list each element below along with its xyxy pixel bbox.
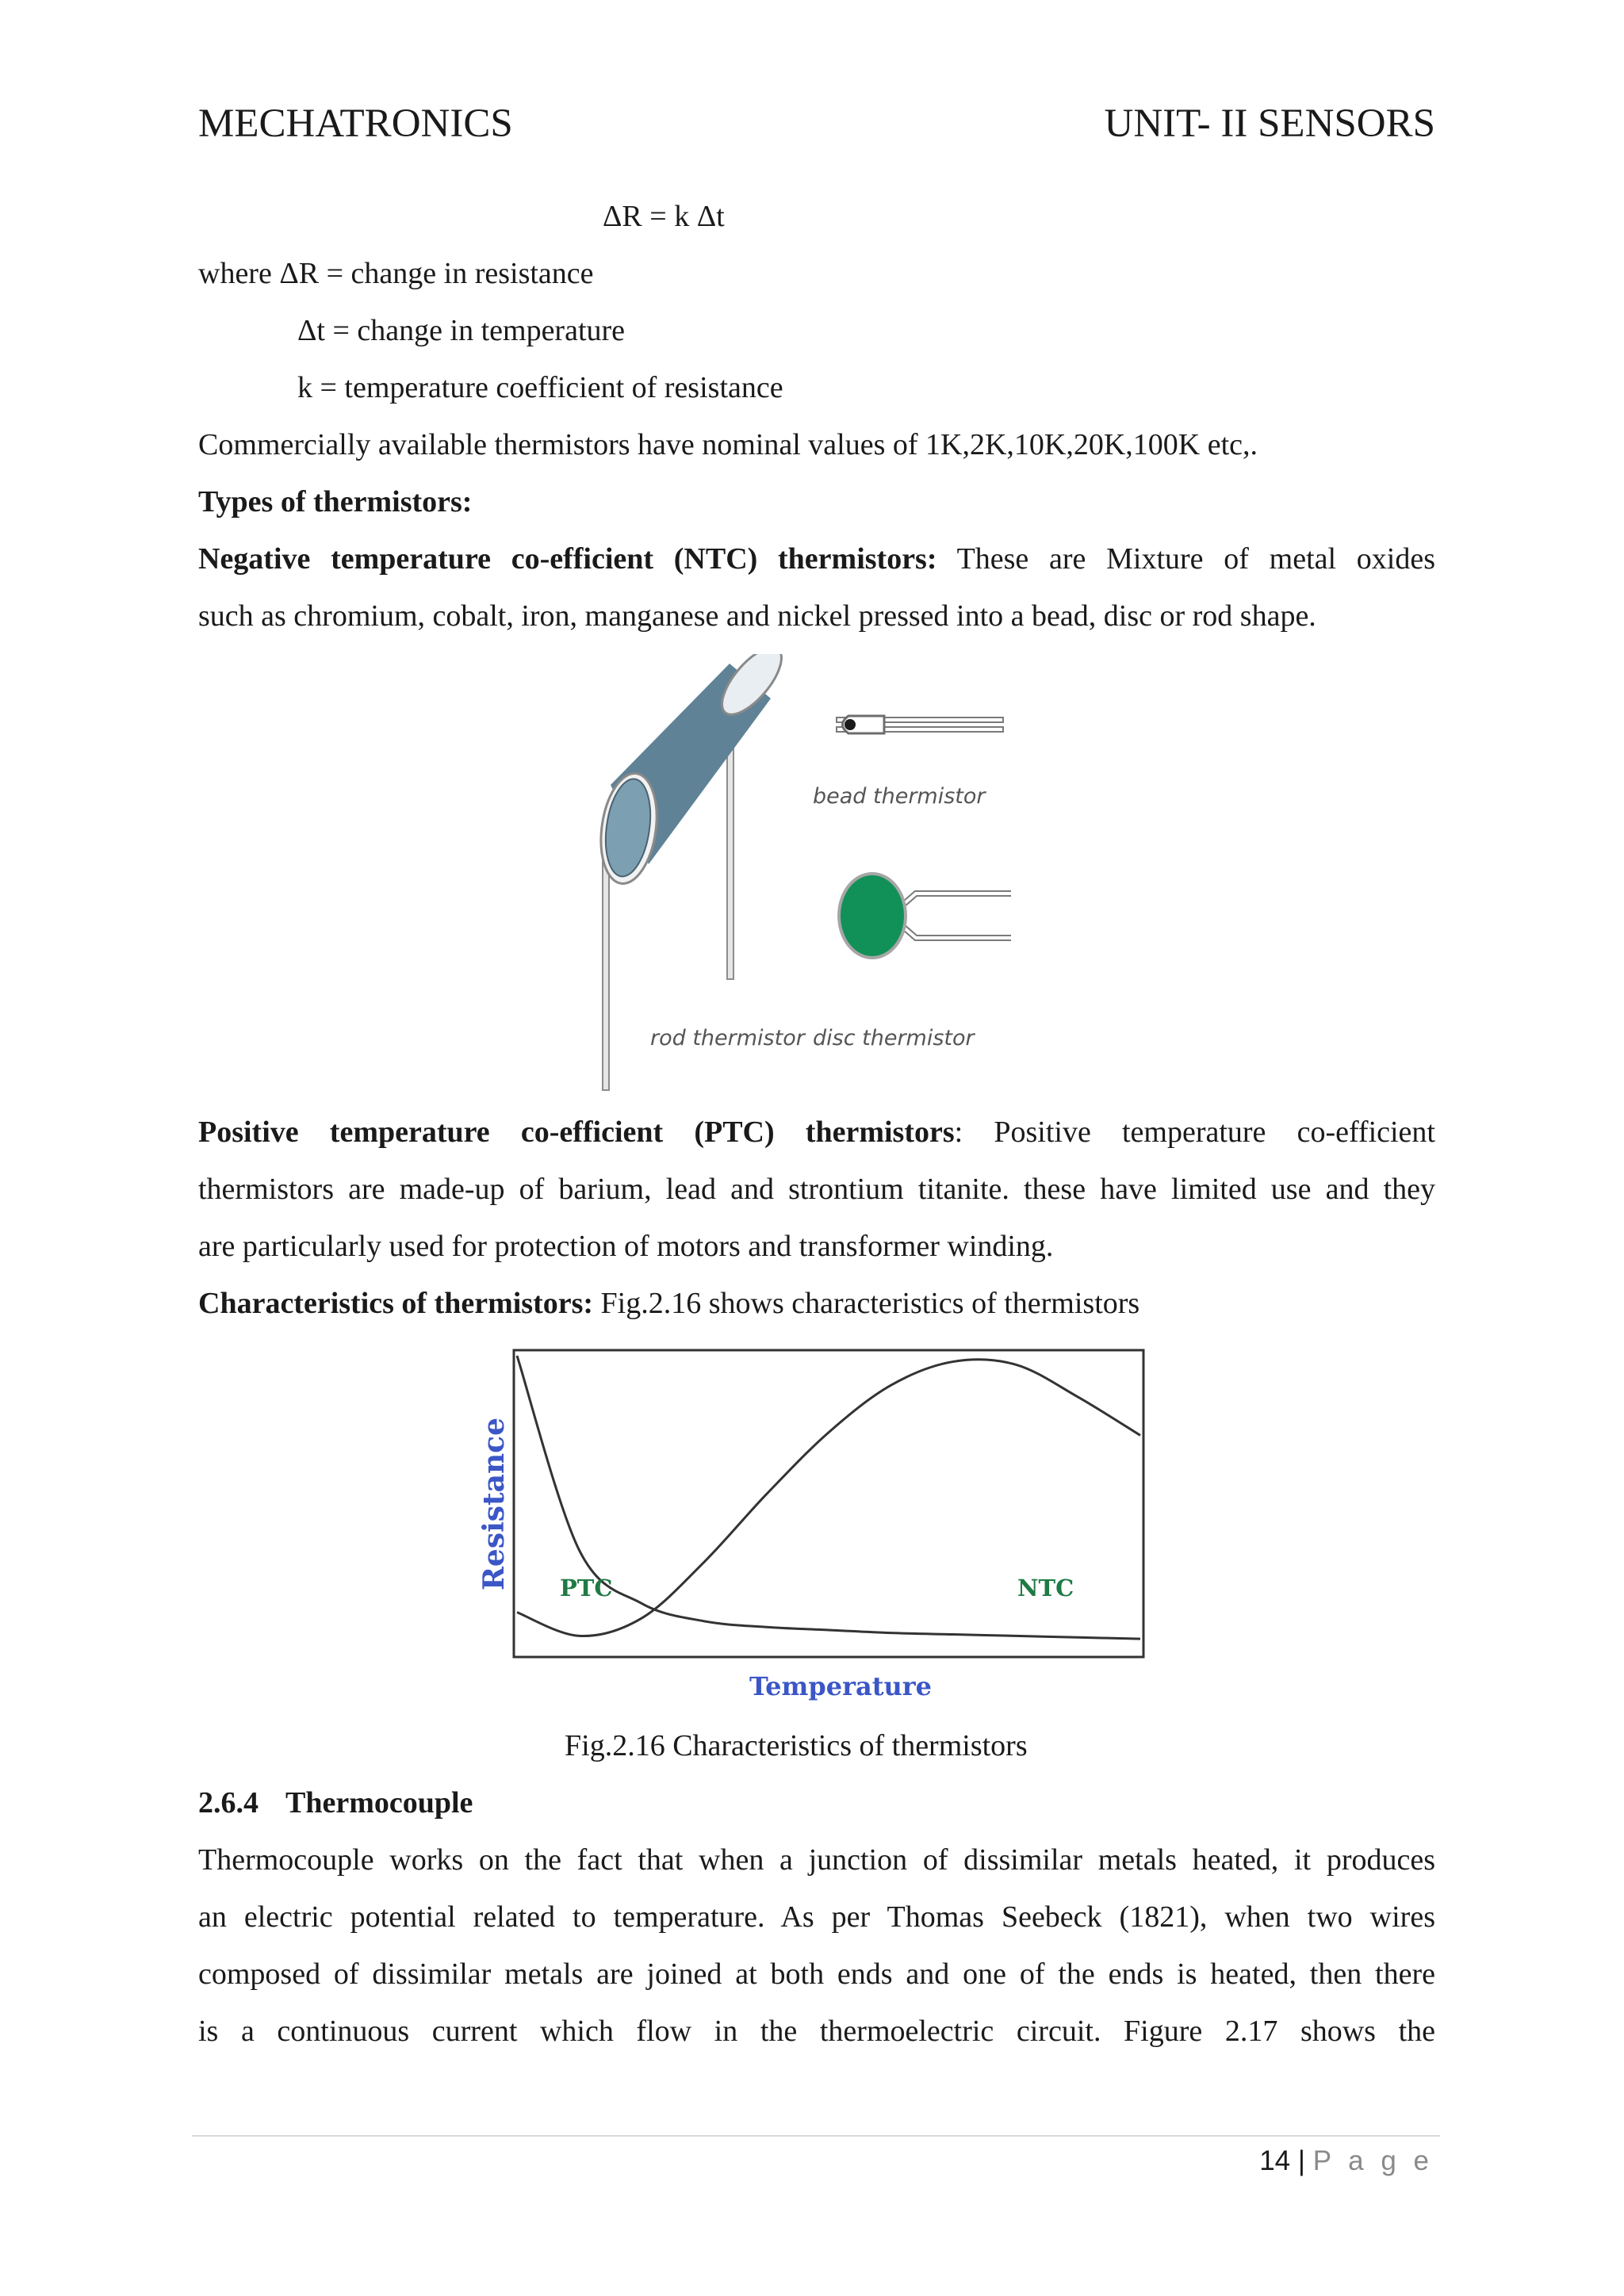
ptc-paragraph-line-3: are particularly used for protection of motors and transformer winding. xyxy=(198,1230,1054,1263)
page-footer xyxy=(1259,2144,1434,2179)
equation: ΔR = k Δt xyxy=(603,200,725,233)
where-line-3: k = temperature coefficient of resistance xyxy=(297,371,783,404)
bead-thermistor-icon xyxy=(837,716,1003,733)
page-separator: | xyxy=(1297,2145,1305,2176)
thermistor-characteristics-chart xyxy=(476,1340,1158,1712)
header-unit: UNIT- II SENSORS xyxy=(1104,101,1435,146)
ptc-text-1: : Positive temperature co-efficient xyxy=(954,1115,1435,1149)
thermocouple-line-1: Thermocouple works on the fact that when a junction of dissimilar metals heated, it produces xyxy=(198,1843,1435,1877)
ptc-paragraph-line-1 xyxy=(198,1114,1435,1150)
series-label-ntc: NTC xyxy=(1017,1575,1074,1601)
series-label-ptc: PTC xyxy=(560,1575,613,1601)
figure-caption: Fig.2.16 Characteristics of thermistors xyxy=(565,1729,1028,1762)
bead-thermistor-label: bead thermistor xyxy=(813,784,986,809)
ptc-label: Positive temperature co-efficient (PTC) thermistors xyxy=(198,1115,955,1149)
section-heading xyxy=(198,1785,473,1821)
ntc-label: Negative temperature co-efficient (NTC) thermistors: xyxy=(198,542,937,576)
x-axis-label: Temperature xyxy=(749,1671,932,1701)
where-line-2: Δt = change in temperature xyxy=(297,314,626,347)
types-heading-line xyxy=(198,484,472,520)
page-number: 14 xyxy=(1259,2145,1291,2176)
ptc-paragraph-line-2: thermistors are made-up of barium, lead and strontium titanite. these have limited use and they xyxy=(198,1173,1435,1206)
disc-thermistor-icon xyxy=(839,874,1011,958)
y-axis-label: Resistance xyxy=(477,1418,511,1590)
thermocouple-line-2: an electric potential related to temperature. As per Thomas Seebeck (1821), when two wires xyxy=(198,1900,1435,1934)
ntc-paragraph-line-1 xyxy=(198,541,1435,577)
thermistor-types-figure xyxy=(555,654,1078,1094)
characteristics-label: Characteristics of thermistors: xyxy=(198,1287,594,1320)
characteristics-text: Fig.2.16 shows characteristics of thermistors xyxy=(593,1287,1140,1320)
ntc-text-1: These are Mixture of metal oxides xyxy=(956,542,1435,576)
plot-frame xyxy=(514,1350,1143,1657)
characteristics-line xyxy=(198,1285,1139,1322)
rod-thermistor-label: rod thermistor xyxy=(650,1026,805,1050)
ntc-paragraph-line-2: such as chromium, cobalt, iron, manganese and nickel pressed into a bead, disc or rod shape. xyxy=(198,599,1316,633)
where-line-1: where ΔR = change in resistance xyxy=(198,257,594,290)
types-heading: Types of thermistors: xyxy=(198,485,473,519)
header-title: MECHATRONICS xyxy=(198,101,513,146)
rod-thermistor-icon xyxy=(595,654,792,887)
disc-thermistor-label: disc thermistor xyxy=(813,1026,975,1050)
thermocouple-line-3: composed of dissimilar metals are joined at both ends and one of the ends is heated, then there xyxy=(198,1957,1435,1991)
commercial-text: Commercially available thermistors have nominal values of 1K,2K,10K,20K,100K etc,. xyxy=(198,428,1258,461)
section-title: Thermocouple xyxy=(285,1786,473,1820)
rod-lead-right xyxy=(727,749,733,979)
page-word: P a g e xyxy=(1312,2145,1434,2176)
section-number: 2.6.4 xyxy=(198,1786,259,1820)
thermocouple-line-4: is a continuous current which flow in the thermoelectric circuit. Figure 2.17 shows the xyxy=(198,2015,1435,2048)
footer-divider xyxy=(192,2135,1440,2137)
